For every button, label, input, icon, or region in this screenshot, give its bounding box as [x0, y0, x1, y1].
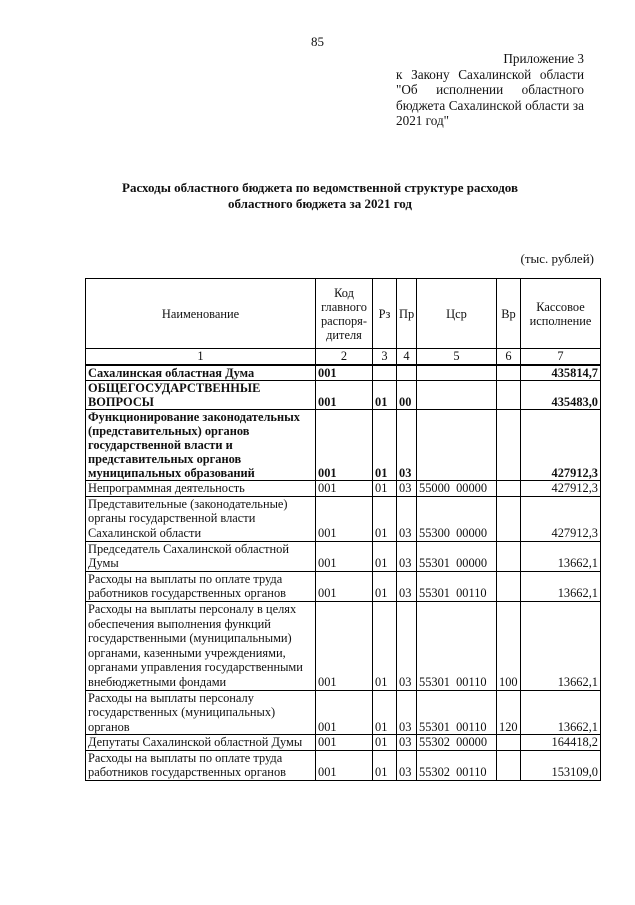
row-pr	[397, 365, 417, 381]
row-pr: 03	[397, 690, 417, 735]
column-number: 2	[316, 349, 373, 365]
row-vr	[497, 735, 521, 751]
row-csr	[417, 410, 497, 481]
row-vr	[497, 410, 521, 481]
row-amount: 164418,2	[521, 735, 601, 751]
row-vr	[497, 541, 521, 571]
header-rz: Рз	[373, 279, 397, 349]
table-row	[86, 601, 601, 690]
row-amount: 427912,3	[521, 481, 601, 497]
row-grbs: 001	[316, 735, 373, 751]
row-rz: 01	[373, 750, 397, 780]
appendix-body: к Закону Сахалинской области "Об исполнении областного бюджета Сахалинской области за 2021 год"	[396, 66, 584, 128]
row-pr: 03	[397, 750, 417, 780]
row-name: Расходы на выплаты по оплате труда работников государственных органов	[86, 750, 316, 780]
row-rz: 01	[373, 410, 397, 481]
row-rz: 01	[373, 690, 397, 735]
row-rz: 01	[373, 571, 397, 601]
row-vr	[497, 750, 521, 780]
column-number: 1	[86, 349, 316, 365]
row-csr: 55301 00110	[417, 690, 497, 735]
row-csr: 55300 00000	[417, 496, 497, 541]
table-row	[86, 481, 601, 497]
budget-table	[85, 278, 601, 781]
table-header-row	[86, 279, 601, 349]
row-grbs: 001	[316, 365, 373, 381]
row-rz: 01	[373, 496, 397, 541]
row-pr: 03	[397, 735, 417, 751]
header-name: Наименование	[86, 279, 316, 349]
header-grbs: Код главного распоря-дителя	[316, 279, 373, 349]
row-amount: 427912,3	[521, 496, 601, 541]
row-grbs: 001	[316, 571, 373, 601]
row-grbs: 001	[316, 750, 373, 780]
row-pr: 03	[397, 601, 417, 690]
row-csr	[417, 365, 497, 381]
table-row	[86, 410, 601, 481]
header-vr: Вр	[497, 279, 521, 349]
row-amount: 427912,3	[521, 410, 601, 481]
row-rz: 01	[373, 381, 397, 410]
page-number: 85	[311, 34, 324, 49]
row-name: Председатель Сахалинской областной Думы	[86, 541, 316, 571]
row-name: Функционирование законодательных (представительных) органов государственной власти и представительных органов муниципальных образований	[86, 410, 316, 481]
row-grbs: 001	[316, 381, 373, 410]
row-csr: 55302 00000	[417, 735, 497, 751]
row-vr: 120	[497, 690, 521, 735]
appendix-note	[396, 51, 584, 129]
row-pr: 03	[397, 496, 417, 541]
row-pr: 00	[397, 381, 417, 410]
row-grbs: 001	[316, 496, 373, 541]
row-name: Расходы на выплаты персоналу в целях обеспечения выполнения функций государственными (муниципальными) органами, казенными учреждениями, органами управления государственными внебюджетными фондами	[86, 601, 316, 690]
appendix-heading: Приложение 3	[503, 51, 584, 66]
table-body	[86, 365, 601, 781]
row-name: Представительные (законодательные) органы государственной власти Сахалинской области	[86, 496, 316, 541]
row-rz	[373, 365, 397, 381]
row-rz: 01	[373, 541, 397, 571]
row-pr: 03	[397, 571, 417, 601]
row-name: Депутаты Сахалинской областной Думы	[86, 735, 316, 751]
row-amount: 13662,1	[521, 690, 601, 735]
row-name: ОБЩЕГОСУДАРСТВЕННЫЕ ВОПРОСЫ	[86, 381, 316, 410]
row-csr: 55000 00000	[417, 481, 497, 497]
row-amount: 13662,1	[521, 571, 601, 601]
row-csr: 55301 00110	[417, 601, 497, 690]
row-name: Расходы на выплаты персоналу государственных (муниципальных) органов	[86, 690, 316, 735]
column-number: 5	[417, 349, 497, 365]
row-name: Непрограммная деятельность	[86, 481, 316, 497]
column-number: 4	[397, 349, 417, 365]
row-name: Сахалинская областная Дума	[86, 365, 316, 381]
row-csr	[417, 381, 497, 410]
header-csr: Цср	[417, 279, 497, 349]
row-grbs: 001	[316, 481, 373, 497]
unit-label: (тыс. рублей)	[520, 251, 594, 266]
row-pr: 03	[397, 541, 417, 571]
row-amount: 13662,1	[521, 541, 601, 571]
row-csr: 55302 00110	[417, 750, 497, 780]
row-grbs: 001	[316, 690, 373, 735]
row-amount: 435483,0	[521, 381, 601, 410]
row-rz: 01	[373, 735, 397, 751]
column-number: 6	[497, 349, 521, 365]
row-rz: 01	[373, 481, 397, 497]
table-row	[86, 541, 601, 571]
row-csr: 55301 00000	[417, 541, 497, 571]
row-pr: 03	[397, 481, 417, 497]
row-pr: 03	[397, 410, 417, 481]
table-row	[86, 750, 601, 780]
row-grbs: 001	[316, 410, 373, 481]
table-row	[86, 381, 601, 410]
column-number-row	[86, 349, 601, 365]
table-row	[86, 496, 601, 541]
row-vr	[497, 496, 521, 541]
header-amount: Кассовое исполнение	[521, 279, 601, 349]
column-number: 3	[373, 349, 397, 365]
column-number: 7	[521, 349, 601, 365]
document-title: Расходы областного бюджета по ведомственной структуре расходов областного бюджета за 2021 год	[122, 180, 518, 211]
row-csr: 55301 00110	[417, 571, 497, 601]
row-grbs: 001	[316, 541, 373, 571]
table-row	[86, 365, 601, 381]
table-row	[86, 571, 601, 601]
row-vr	[497, 481, 521, 497]
row-vr	[497, 365, 521, 381]
header-pr: Пр	[397, 279, 417, 349]
row-vr	[497, 381, 521, 410]
table-row	[86, 735, 601, 751]
row-grbs: 001	[316, 601, 373, 690]
table-row	[86, 690, 601, 735]
row-amount: 435814,7	[521, 365, 601, 381]
row-vr: 100	[497, 601, 521, 690]
row-amount: 153109,0	[521, 750, 601, 780]
row-rz: 01	[373, 601, 397, 690]
row-amount: 13662,1	[521, 601, 601, 690]
row-vr	[497, 571, 521, 601]
row-name: Расходы на выплаты по оплате труда работников государственных органов	[86, 571, 316, 601]
